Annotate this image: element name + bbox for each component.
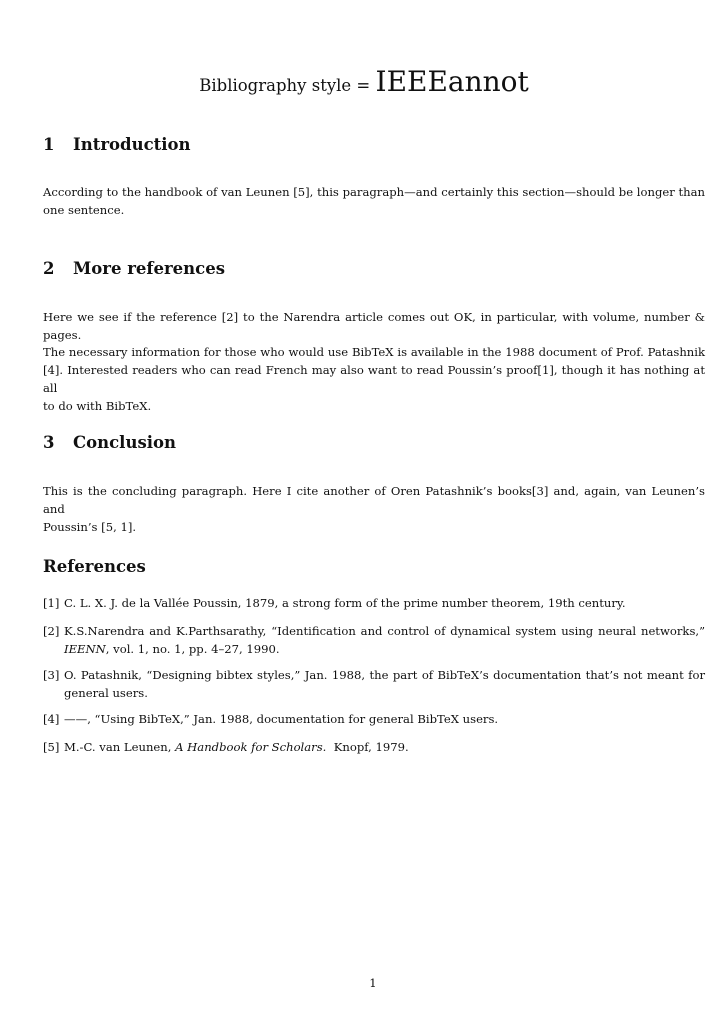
reference-author: M.-C. van Leunen,: [64, 740, 176, 754]
paragraph: [43, 343, 705, 415]
page-number: 1: [369, 976, 377, 990]
text-line: This is the concluding paragraph. Here I cite another of Oren Patashnik’s books[3] and, again, van Leunen’s and: [43, 484, 705, 516]
reference-text: ——, “Using BibTeX,” Jan. 1988, documentation for general BibTeX users.: [64, 712, 499, 726]
reference-label: [1]: [43, 596, 60, 610]
reference-item: [43, 594, 705, 612]
text-line: Poussin’s [5, 1].: [43, 520, 137, 534]
section-title: Introduction: [73, 135, 191, 154]
paragraph: [43, 482, 705, 536]
text-line: one sentence.: [43, 203, 125, 217]
paragraph: [43, 183, 705, 219]
title-style-name: IEEEannot: [375, 65, 529, 98]
section-number: 2: [43, 259, 55, 278]
section-heading-more-references: [43, 258, 225, 280]
title-prefix: Bibliography style =: [199, 76, 376, 95]
text-line: [4]. Interested readers who can read French may also want to read Poussin’s proof[1], though it has nothing at all: [43, 363, 705, 395]
reference-text: Knopf, 1979.: [326, 740, 409, 754]
reference-label: [2]: [43, 624, 60, 638]
reference-label: [4]: [43, 712, 60, 726]
section-heading-conclusion: [43, 432, 176, 454]
reference-text: , vol. 1, no. 1, pp. 4–27, 1990.: [105, 642, 280, 656]
text-line: The necessary information for those who would use BibTeX is available in the 1988 document of Prof. Patashnik: [43, 345, 705, 359]
section-title: Conclusion: [73, 433, 177, 452]
text-line: to do with BibTeX.: [43, 399, 152, 413]
text-line: Here we see if the reference [2] to the Narendra article comes out OK, in particular, with volume, number & pages.: [43, 310, 705, 342]
reference-item: [43, 710, 705, 728]
reference-item: [43, 738, 705, 756]
reference-text: K.S.Narendra and K.Parthsarathy, “Identification and control of dynamical system using neural networks,”: [64, 624, 705, 638]
section-number: 3: [43, 433, 55, 452]
section-title: More references: [73, 259, 226, 278]
text-line: According to the handbook of van Leunen [5], this paragraph—and certainly this section—should be longer than: [43, 185, 705, 199]
reference-book-title: A Handbook for Scholars.: [175, 740, 327, 754]
reference-text: C. L. X. J. de la Vallée Poussin, 1879, a strong form of the prime number theorem, 19th century.: [64, 596, 626, 610]
section-heading-introduction: [43, 134, 191, 156]
reference-item: [43, 666, 705, 702]
section-number: 1: [43, 135, 55, 154]
paragraph: [43, 308, 705, 344]
references-heading: References: [43, 557, 146, 576]
reference-label: [3]: [43, 668, 60, 682]
reference-text: O. Patashnik, “Designing bibtex styles,” Jan. 1988, the part of BibTeX’s documentation that’s not meant for: [64, 668, 705, 682]
reference-text: general users.: [64, 686, 148, 700]
reference-item: [43, 622, 705, 658]
page-title: [0, 62, 728, 106]
reference-label: [5]: [43, 740, 60, 754]
reference-journal: IEENN: [64, 642, 106, 656]
